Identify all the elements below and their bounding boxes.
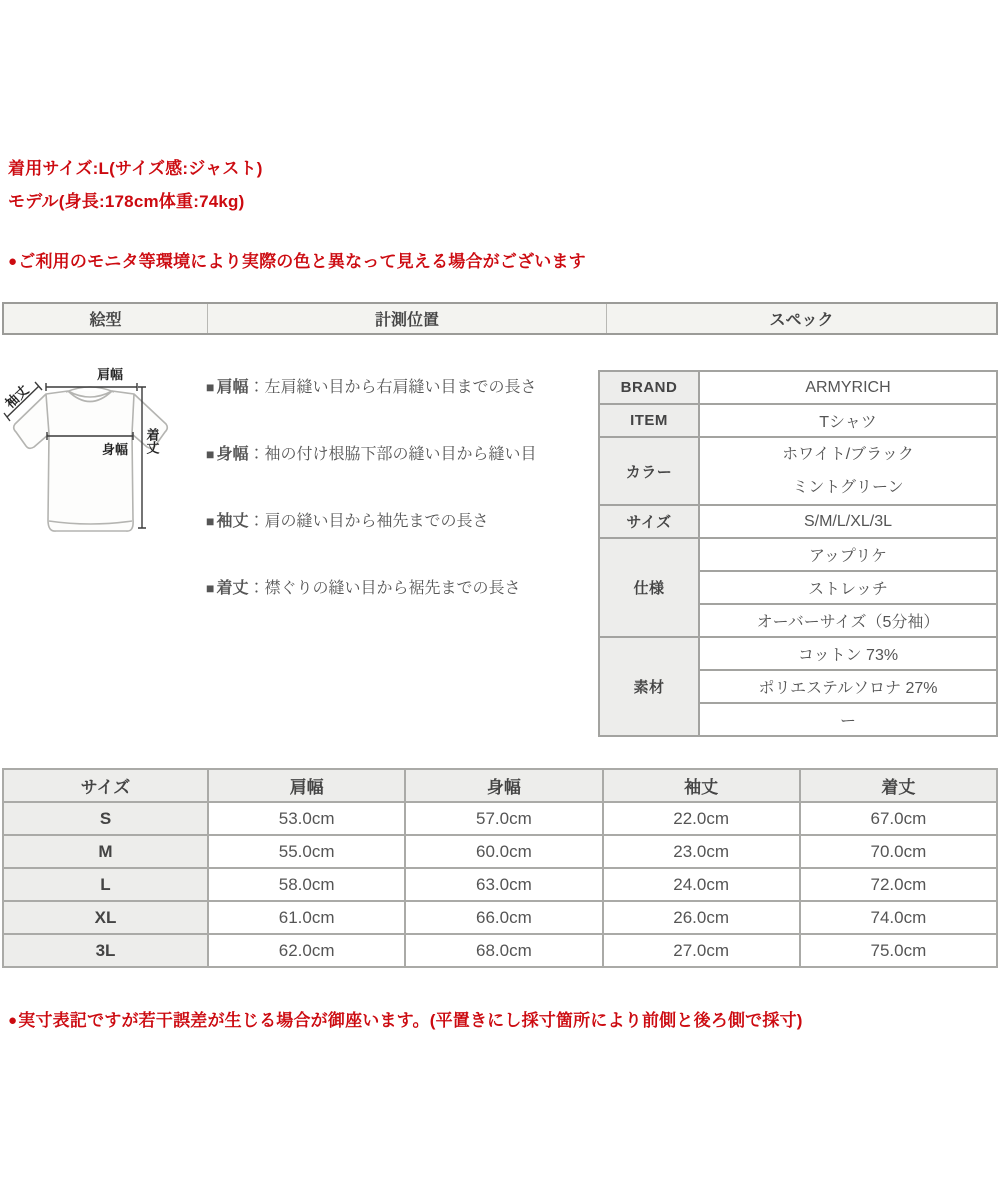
spec-value: Tシャツ (699, 404, 997, 437)
spec-label: 仕様 (599, 538, 699, 637)
length-col-header: 着丈 (800, 769, 997, 802)
section-header-bar (2, 302, 998, 335)
spec-value-line: ミントグリーン (792, 479, 904, 496)
size-cell-label: L (3, 868, 208, 901)
size-cell-body: 57.0cm (405, 802, 602, 835)
bullet-icon: ● (8, 253, 18, 270)
size-row-3l (3, 934, 997, 967)
square-bullet-icon: ■ (206, 580, 215, 596)
sleeve-col-header: 袖丈 (603, 769, 800, 802)
wearing-size-notes (8, 152, 263, 218)
measure-desc: 左肩縫い目から右肩縫い目までの長さ (264, 379, 537, 396)
square-bullet-icon: ■ (206, 446, 215, 462)
body-width-col-header: 身幅 (405, 769, 602, 802)
spec-label: ITEM (599, 404, 699, 437)
measure-desc: 肩の縫い目から袖先までの長さ (264, 513, 489, 530)
spec-row-material (599, 637, 997, 670)
tshirt-outline (14, 387, 168, 531)
spec-value: ストレッチ (699, 571, 997, 604)
spec-value: ポリエステルソロナ 27% (699, 670, 997, 703)
diagram-label-sleeve: 袖丈 (2, 382, 32, 412)
spec-row-size (599, 505, 997, 538)
spec-value (699, 437, 997, 505)
measure-separator: ： (248, 379, 265, 396)
size-cell-length: 75.0cm (800, 934, 997, 967)
spec-value: ARMYRICH (699, 371, 997, 404)
size-row-s (3, 802, 997, 835)
diagram-label-body-width: 身幅 (101, 442, 129, 457)
diagram-label-length: 着丈 (144, 428, 160, 454)
diagram-label-shoulder: 肩幅 (96, 367, 124, 382)
size-cell-shoulder: 61.0cm (208, 901, 405, 934)
header-cell-measure-position: 計測位置 (207, 304, 606, 333)
size-cell-sleeve: 26.0cm (603, 901, 800, 934)
size-row-m (3, 835, 997, 868)
size-cell-body: 63.0cm (405, 868, 602, 901)
spec-value: オーバーサイズ（5分袖） (699, 604, 997, 637)
tshirt-diagram-svg (0, 360, 205, 585)
spec-label: サイズ (599, 505, 699, 538)
spec-row-brand (599, 371, 997, 404)
measure-term: 着丈 (216, 580, 249, 597)
shoulder-line (46, 383, 137, 391)
monitor-color-note (8, 247, 586, 272)
measure-separator: ： (248, 446, 265, 463)
size-cell-sleeve: 24.0cm (603, 868, 800, 901)
size-cell-length: 74.0cm (800, 901, 997, 934)
square-bullet-icon: ■ (206, 513, 215, 529)
size-cell-label: XL (3, 901, 208, 934)
size-table (2, 768, 998, 968)
measure-separator: ： (248, 513, 265, 530)
measurement-disclaimer-text: 実寸表記ですが若干誤差が生じる場合が御座います。(平置きにし採寸箇所により前側と後ろ側で採寸) (18, 1011, 803, 1030)
spec-label: カラー (599, 437, 699, 505)
measure-term: 身幅 (216, 446, 249, 463)
measurement-descriptions (206, 376, 598, 644)
size-cell-shoulder: 55.0cm (208, 835, 405, 868)
spec-value-line: ホワイト/ブラック (782, 446, 914, 463)
header-cell-drawing: 絵型 (89, 312, 122, 329)
measure-desc: 襟ぐりの縫い目から裾先までの長さ (264, 580, 521, 597)
size-cell-shoulder: 62.0cm (208, 934, 405, 967)
measurement-disclaimer-note (8, 1006, 803, 1031)
model-info-note: モデル(身長:178cm体重:74kg) (8, 192, 245, 211)
size-cell-label: 3L (3, 934, 208, 967)
measure-desc: 袖の付け根脇下部の縫い目から縫い目 (264, 446, 537, 463)
size-cell-length: 70.0cm (800, 835, 997, 868)
size-cell-length: 72.0cm (800, 868, 997, 901)
size-col-header: サイズ (3, 769, 208, 802)
size-cell-label: M (3, 835, 208, 868)
measure-separator: ： (248, 580, 265, 597)
tshirt-measurement-diagram (0, 360, 205, 585)
spec-row-item (599, 404, 997, 437)
size-cell-body: 68.0cm (405, 934, 602, 967)
spec-row-features (599, 538, 997, 571)
spec-value: ー (699, 703, 997, 736)
size-cell-sleeve: 23.0cm (603, 835, 800, 868)
header-cell-spec: スペック (606, 304, 996, 333)
square-bullet-icon: ■ (206, 379, 215, 395)
size-cell-sleeve: 27.0cm (603, 934, 800, 967)
measure-item-body-width (206, 443, 598, 466)
measure-item-sleeve (206, 510, 598, 533)
size-cell-shoulder: 53.0cm (208, 802, 405, 835)
bullet-icon: ● (8, 1012, 18, 1029)
size-row-l (3, 868, 997, 901)
spec-row-color (599, 437, 997, 505)
spec-value: S/M/L/XL/3L (699, 505, 997, 538)
spec-label: 素材 (599, 637, 699, 736)
size-row-xl (3, 901, 997, 934)
monitor-color-note-text: ご利用のモニタ等環境により実際の色と異なって見える場合がございます (18, 252, 586, 271)
size-cell-label: S (3, 802, 208, 835)
wearing-size-note: 着用サイズ:L(サイズ感:ジャスト) (8, 159, 263, 178)
measure-item-shoulder (206, 376, 598, 399)
shoulder-col-header: 肩幅 (208, 769, 405, 802)
measure-term: 肩幅 (216, 379, 249, 396)
spec-value: コットン 73% (699, 637, 997, 670)
size-cell-length: 67.0cm (800, 802, 997, 835)
size-cell-body: 60.0cm (405, 835, 602, 868)
size-cell-shoulder: 58.0cm (208, 868, 405, 901)
size-cell-sleeve: 22.0cm (603, 802, 800, 835)
spec-table (598, 370, 998, 737)
size-cell-body: 66.0cm (405, 901, 602, 934)
spec-label: BRAND (599, 371, 699, 404)
size-table-header-row (3, 769, 997, 802)
measure-item-length (206, 577, 598, 600)
measure-term: 袖丈 (216, 513, 249, 530)
spec-value: アップリケ (699, 538, 997, 571)
